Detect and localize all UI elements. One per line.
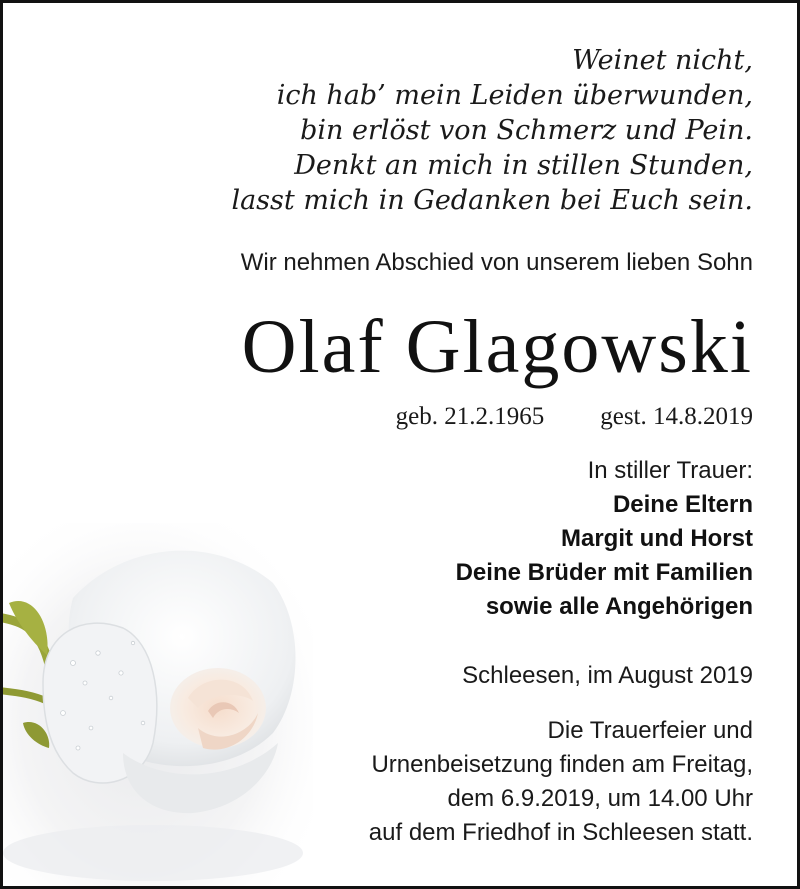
birth-date: geb. 21.2.1965 <box>395 403 545 430</box>
place-date: Schleesen, im August 2019 <box>462 662 753 689</box>
poem-line: bin erlöst von Schmerz und Pein. <box>300 115 753 146</box>
funeral-line: dem 6.9.2019, um 14.00 Uhr <box>447 785 753 812</box>
poem-line: Weinet nicht, <box>572 45 753 76</box>
deceased-name: Olaf Glagowski <box>241 305 753 389</box>
mourners-heading: In stiller Trauer: <box>587 457 753 484</box>
poem-line: Denkt an mich in stillen Stunden, <box>294 150 753 181</box>
funeral-line: auf dem Friedhof in Schleesen statt. <box>368 819 753 846</box>
mourner-line: sowie alle Angehörigen <box>485 593 753 620</box>
farewell-intro: Wir nehmen Abschied von unserem lieben Sohn <box>240 249 753 276</box>
white-rose-image <box>3 523 313 889</box>
life-dates <box>396 401 753 433</box>
poem <box>231 43 753 218</box>
funeral-line: Urnenbeisetzung finden am Freitag, <box>371 751 753 778</box>
poem-line: lasst mich in Gedanken bei Euch sein. <box>231 185 753 216</box>
mourners-block <box>456 454 753 624</box>
funeral-info <box>369 714 753 850</box>
mourner-line: Deine Brüder mit Familien <box>455 559 753 586</box>
death-date: gest. 14.8.2019 <box>600 403 753 430</box>
funeral-line: Die Trauerfeier und <box>547 717 753 744</box>
mourner-line: Deine Eltern <box>612 491 753 518</box>
mourner-line: Margit und Horst <box>561 525 753 552</box>
poem-line: ich hab’ mein Leiden überwunden, <box>276 80 753 111</box>
